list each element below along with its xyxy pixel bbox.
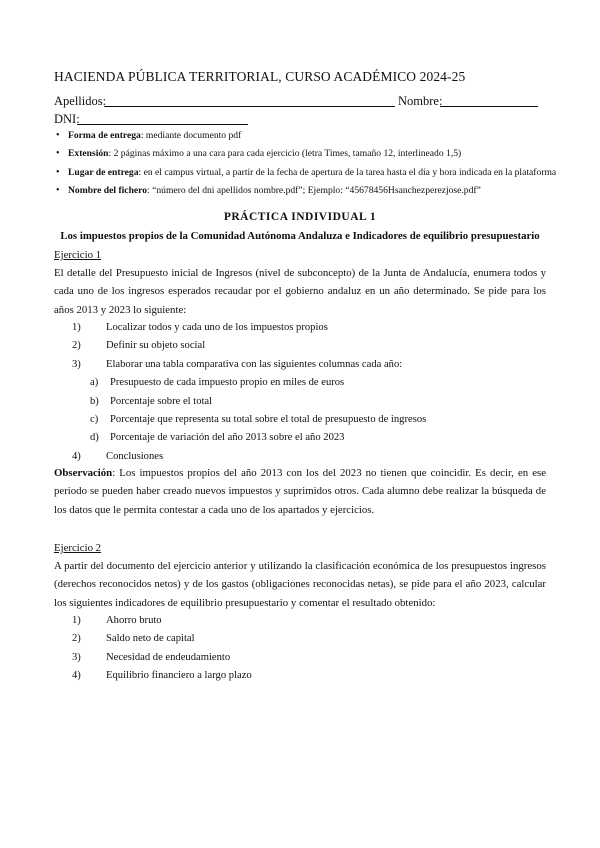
nombre-field-line[interactable] (440, 106, 538, 107)
list-number: 1) (72, 322, 81, 333)
ejercicio1-list (72, 319, 426, 466)
list-text: Saldo neto de capital (106, 633, 195, 645)
document-title: HACIENDA PÚBLICA TERRITORIAL, CURSO ACADÉMICO 2024-25 (54, 69, 466, 84)
instruction-label: Nombre del fichero (68, 185, 148, 197)
observation-text: : Los impuestos propios del año 2013 con los del 2023 no tienen que coincidir. Es decir, en ese periodo se pueden haber creado nuevos impuestos y suprimidos otros. Cada alumno debe realizar la búsqueda de los datos que le permita contestar a cada uno de los apartados y ejercicios. (54, 467, 546, 516)
instruction-item (56, 147, 596, 165)
list-text: Equilibrio financiero a largo plazo (106, 670, 252, 682)
instruction-text: : mediante documento pdf (140, 130, 242, 141)
list-letter: a) (90, 377, 99, 389)
instruction-text: : 2 páginas máximo a una cara para cada ejercicio (letra Times, tamaño 12, interlineado 1,5) (108, 148, 462, 160)
list-number: 2) (72, 633, 81, 645)
list-number: 4) (72, 450, 81, 462)
list-item (72, 630, 252, 648)
list-letter: b) (90, 395, 99, 407)
ejercicio1-intro: El detalle del Presupuesto inicial de Ingresos (nivel de subconcepto) de la Junta de Andalucía, enumera todos y cada uno de los ingresos esperados recaudar por el gobierno andaluz en un año determinado. Se pide para los años 2013 y 2023 lo siguiente: (54, 267, 546, 316)
list-text: Porcentaje sobre el total (110, 395, 213, 407)
sub-list-item (72, 393, 426, 411)
practice-title: PRÁCTICA INDIVIDUAL 1 (223, 211, 377, 223)
list-text: Conclusiones (106, 450, 164, 462)
ejercicio1-heading: Ejercicio 1 (54, 249, 102, 261)
list-item (72, 649, 252, 667)
list-number: 3) (72, 358, 81, 370)
instruction-item (56, 166, 596, 184)
observation-label: Observación (54, 467, 113, 479)
instructions-list (56, 129, 596, 203)
list-text: Necesidad de endeudamiento (106, 651, 231, 663)
list-number: 2) (72, 340, 81, 352)
practice-subtitle: Los impuestos propios de la Comunidad Autónoma Andaluza e Indicadores de equilibrio presupuestario (60, 230, 540, 242)
ejercicio2-list (72, 612, 252, 686)
apellidos-label: Apellidos: (54, 94, 107, 108)
list-text: Porcentaje que representa su total sobre el total de presupuesto de ingresos (110, 413, 427, 425)
observation-paragraph (54, 464, 546, 519)
list-item (72, 667, 252, 685)
instruction-text: : “número del dni apellidos nombre.pdf”; Ejemplo: “45678456Hsanchezperezjose.pdf” (147, 185, 481, 197)
list-text: Localizar todos y cada uno de los impuestos propios (106, 322, 328, 333)
list-number: 4) (72, 670, 81, 682)
dni-field-line[interactable] (77, 124, 248, 125)
instruction-item (56, 129, 596, 147)
apellidos-field-line[interactable] (104, 106, 395, 107)
sub-list-item (72, 374, 426, 392)
list-item (72, 319, 426, 337)
list-text: Porcentaje de variación del año 2013 sobre el año 2023 (110, 432, 345, 444)
instruction-label: Lugar de entrega (68, 166, 139, 178)
list-text: Presupuesto de cada impuesto propio en miles de euros (110, 377, 345, 389)
list-number: 1) (72, 615, 81, 626)
nombre-label: Nombre: (398, 94, 443, 108)
list-text: Elaborar una tabla comparativa con las siguientes columnas cada año: (106, 358, 403, 370)
ejercicio2-intro: A partir del documento del ejercicio anterior y utilizando la clasificación económica de los presupuestos ingresos (derechos reconocidos netos) y de los gastos (obligaciones reconocidas netas), se pide para el año 2023, calcular los siguientes indicadores de equilibrio presupuestario y comentar el resultado obtenido: (54, 560, 546, 609)
list-item (72, 337, 426, 355)
list-text: Ahorro bruto (106, 615, 162, 626)
list-text: Definir su objeto social (106, 340, 206, 352)
list-letter: d) (90, 432, 99, 444)
dni-label: DNI: (54, 112, 80, 126)
list-letter: c) (90, 413, 99, 425)
ejercicio2-heading: Ejercicio 2 (54, 542, 102, 554)
instruction-text: : en el campus virtual, a partir de la fecha de apertura de la tarea hasta el día y hora indicada en la plataforma (138, 166, 557, 178)
list-item (72, 356, 426, 374)
list-number: 3) (72, 651, 81, 663)
instruction-label: Extensión (68, 148, 109, 160)
list-item (72, 612, 252, 630)
sub-list-item (72, 429, 426, 447)
sub-list-item (72, 411, 426, 429)
instruction-label: Forma de entrega (68, 130, 141, 141)
instruction-item (56, 184, 596, 202)
